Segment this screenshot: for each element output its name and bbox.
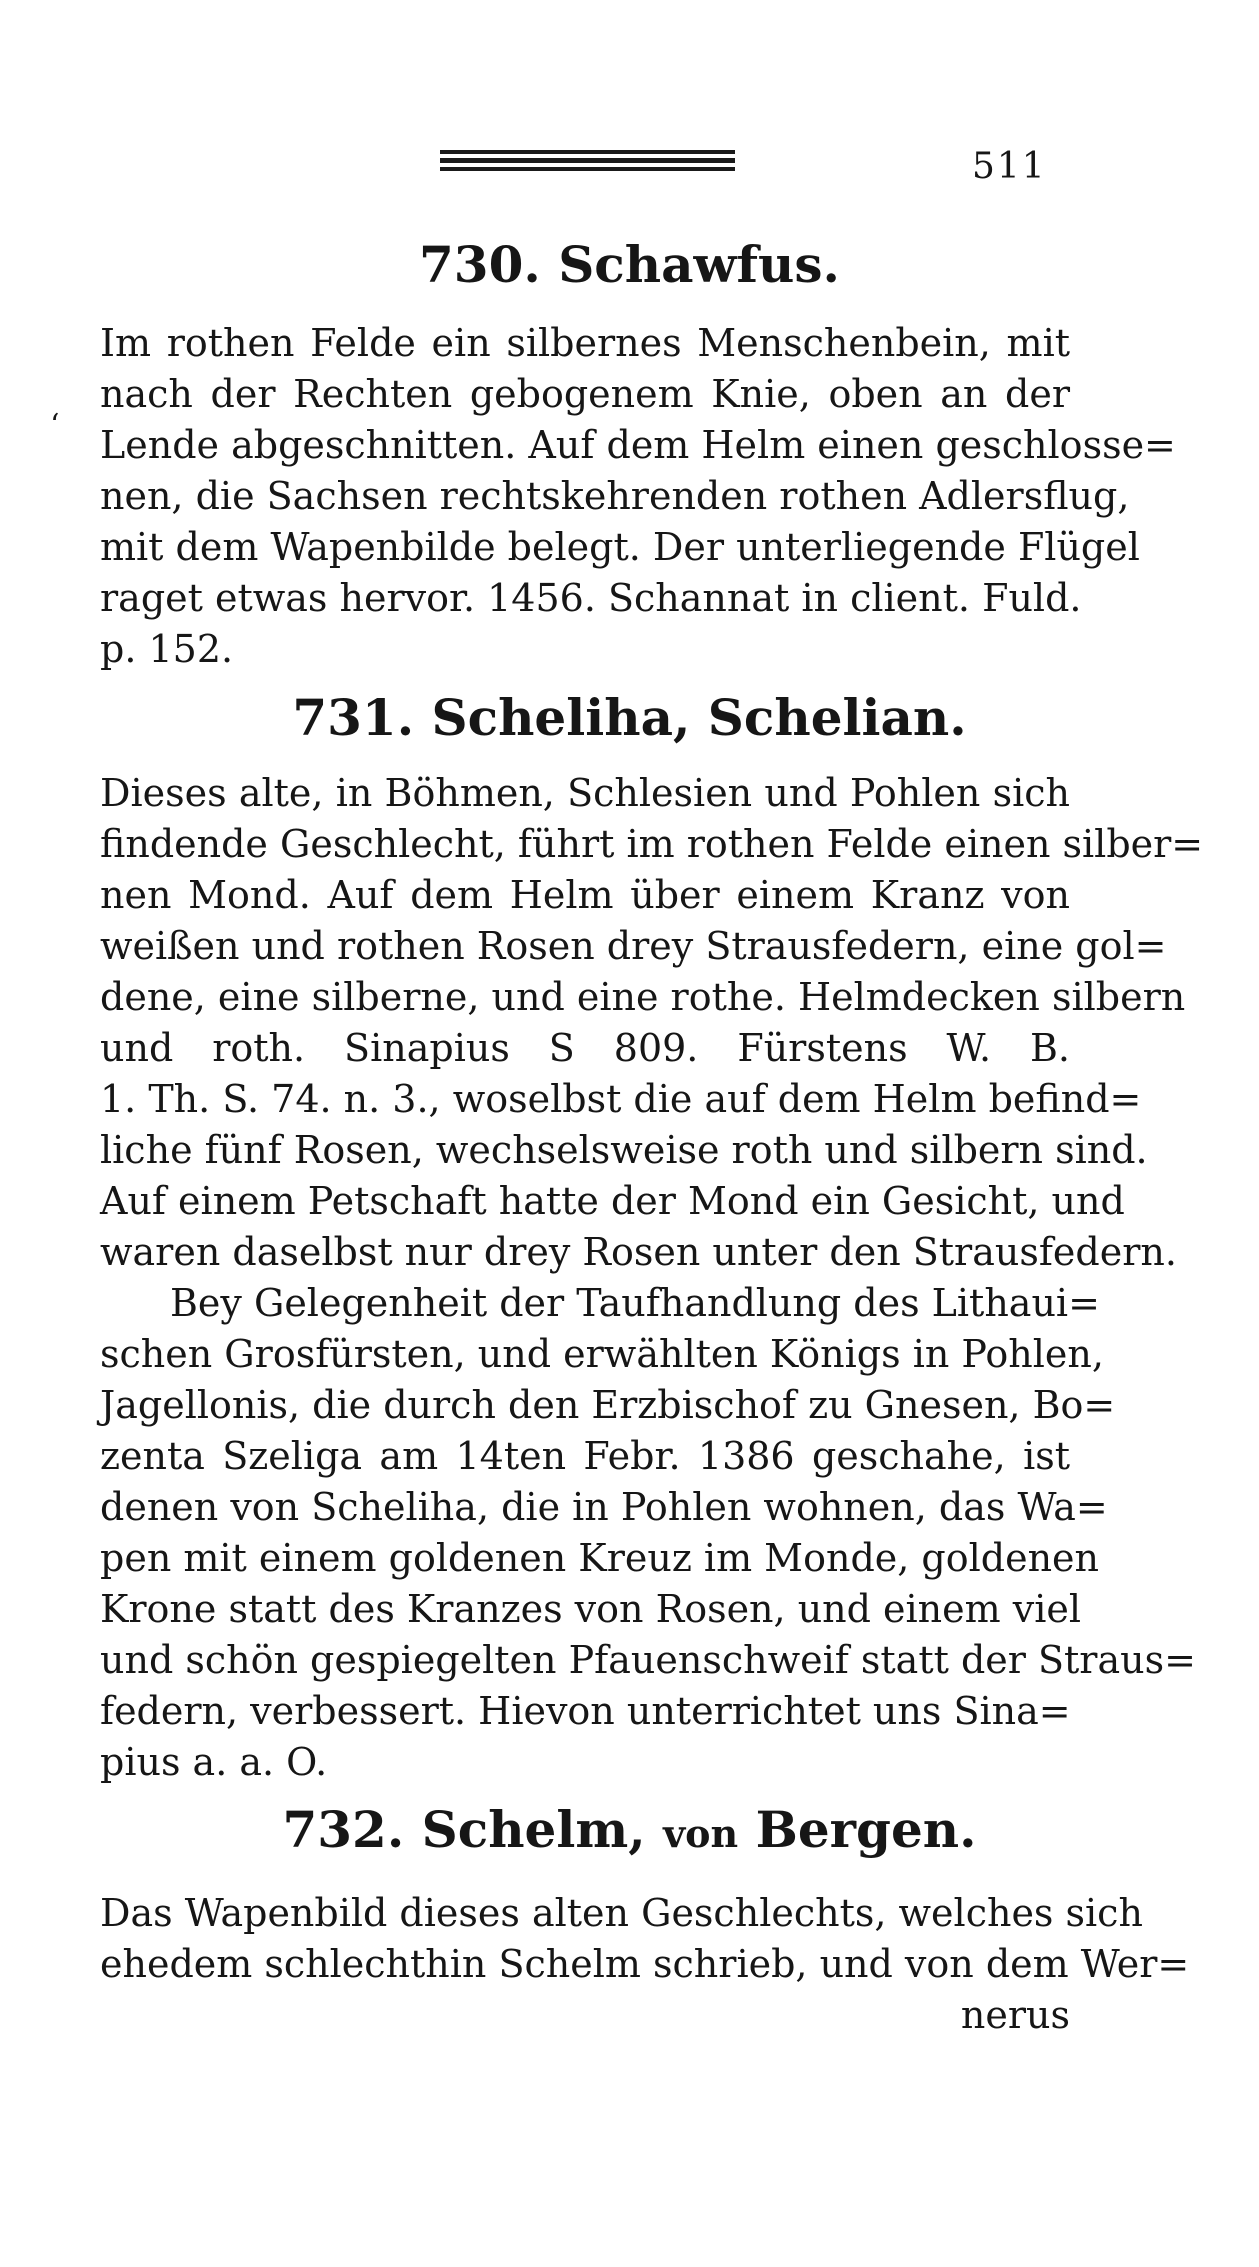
text-line: federn, verbessert. Hievon unterrichtet uns Sina= [100, 1689, 1071, 1733]
text-line: pen mit einem goldenen Kreuz im Monde, goldenen [100, 1536, 1100, 1580]
entry-732-text [100, 1888, 1190, 2041]
text-line: pius a. a. O. [100, 1740, 328, 1784]
text-line: findende Geschlecht, führt im rothen Felde einen silber= [100, 822, 1204, 866]
text-line: Jagellonis, die durch den Erzbischof zu Gnesen, Bo= [100, 1383, 1116, 1427]
text-line: p. 152. [100, 627, 234, 671]
margin-mark: ʻ [50, 408, 60, 443]
text-line: Krone statt des Kranzes von Rosen, und einem viel [100, 1587, 1082, 1631]
text-line: nach der Rechten gebogenem Knie, oben an der [100, 372, 1070, 416]
heading-732 [0, 1800, 1259, 1859]
text-line: weißen und rothen Rosen drey Strausfedern, eine gol= [100, 924, 1167, 968]
text-line: und schön gespiegelten Pfauenschweif statt der Straus= [100, 1638, 1196, 1682]
text-line: liche fünf Rosen, wechselsweise roth und silbern sind. [100, 1128, 1148, 1172]
text-line: Bey Gelegenheit der Taufhandlung des Lithaui= [170, 1281, 1100, 1325]
text-line: Dieses alte, in Böhmen, Schlesien und Pohlen sich [100, 771, 1070, 815]
text-line: nen Mond. Auf dem Helm über einem Kranz von [100, 873, 1070, 917]
header-rule [440, 150, 735, 172]
entry-731-text [100, 768, 1204, 1788]
text-line: und roth. Sinapius S 809. Fürstens W. B. [100, 1026, 1070, 1070]
heading-730: 730. Schawfus. [419, 235, 840, 294]
text-line: Lende abgeschnitten. Auf dem Helm einen geschlosse= [100, 423, 1176, 467]
text-line: raget etwas hervor. 1456. Schannat in client. Fuld. [100, 576, 1082, 620]
text-line: Auf einem Petschaft hatte der Mond ein Gesicht, und [100, 1179, 1125, 1223]
text-line: zenta Szeliga am 14ten Febr. 1386 geschahe, ist [100, 1434, 1070, 1478]
text-line: nen, die Sachsen rechtskehrenden rothen Adlersflug, [100, 474, 1130, 518]
text-line: denen von Scheliha, die in Pohlen wohnen, das Wa= [100, 1485, 1108, 1529]
heading-732-main: 732. Schelm, [282, 1800, 646, 1859]
catchword: nerus [960, 1993, 1070, 2037]
text-line: Im rothen Felde ein silbernes Menschenbein, mit [100, 321, 1070, 365]
text-line: Das Wapenbild dieses alten Geschlechts, welches sich [100, 1891, 1143, 1935]
text-line: mit dem Wapenbilde belegt. Der unterliegende Flügel [100, 525, 1140, 569]
text-line: waren daselbst nur drey Rosen unter den Strausfedern. [100, 1230, 1177, 1274]
heading-731: 731. Scheliha, Schelian. [292, 688, 967, 747]
heading-732-small: von [663, 1811, 739, 1856]
text-line: 1. Th. S. 74. n. 3., woselbst die auf dem Helm befind= [100, 1077, 1142, 1121]
entry-730-text [100, 318, 1176, 675]
page-number: 511 [972, 146, 1047, 187]
heading-732-end: Bergen. [755, 1800, 977, 1859]
text-line: dene, eine silberne, und eine rothe. Helmdecken silbern [100, 975, 1186, 1019]
text-line: ehedem schlechthin Schelm schrieb, und von dem Wer= [100, 1942, 1190, 1986]
text-line: schen Grosfürsten, und erwählten Königs in Pohlen, [100, 1332, 1104, 1376]
